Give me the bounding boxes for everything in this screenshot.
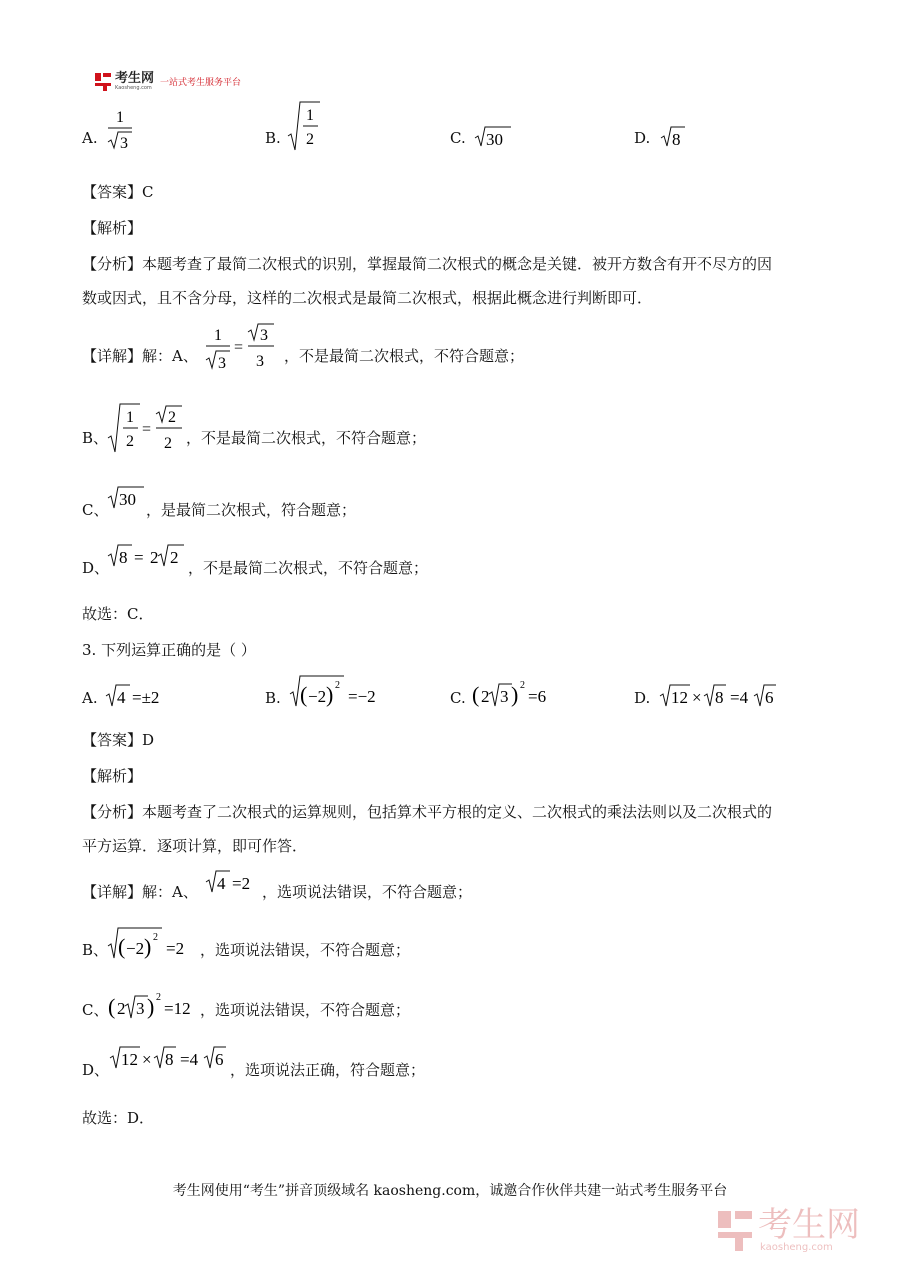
q2-option-b-math <box>286 98 322 154</box>
svg-text:=4: =4 <box>730 688 749 707</box>
svg-text:3: 3 <box>136 999 145 1018</box>
q2-answer-tag: 【答案】 <box>82 183 143 201</box>
q2-detail-d-text: ，不是最简二次根式，不符合题意； <box>188 559 429 577</box>
q2-detail-a-math <box>202 322 282 374</box>
svg-text:1: 1 <box>116 109 124 126</box>
svg-text:): ) <box>326 682 334 707</box>
q2-answer-value: C <box>142 183 154 201</box>
q2-option-a-math <box>104 104 136 154</box>
svg-text:12: 12 <box>671 688 688 707</box>
svg-text:2: 2 <box>117 999 126 1018</box>
svg-text:−2: −2 <box>126 939 145 958</box>
svg-text:4: 4 <box>217 874 226 893</box>
q3-option-c-math <box>472 674 558 710</box>
page-footer: 考生网使用“考生”拼音顶级域名 kaosheng.com，诚邀合作伙伴共建一站式考生服务平台 <box>172 1183 728 1199</box>
svg-text:8: 8 <box>165 1050 174 1069</box>
q3-fenxi-tag: 【分析】 <box>82 803 143 821</box>
svg-text:=6: =6 <box>528 687 547 706</box>
q3-option-b-label: B. <box>265 689 281 707</box>
svg-text:3: 3 <box>500 687 509 706</box>
q3-detail-b-text: ，选项说法错误，不符合题意； <box>200 941 411 959</box>
q3-answer-value: D <box>142 731 155 749</box>
q2-detail-d-math <box>106 542 188 570</box>
svg-text:(: ( <box>108 994 116 1019</box>
logo-slogan: 一站式考生服务平台 <box>160 78 242 88</box>
q3-fenxi-line2: 平方运算．逐项计算，即可作答． <box>82 837 308 855</box>
watermark-text: 考生网 <box>758 1205 860 1245</box>
svg-text:=: = <box>134 548 144 567</box>
q3-detail-b-label: B、 <box>82 941 109 959</box>
svg-text:8: 8 <box>715 688 724 707</box>
svg-text:12: 12 <box>121 1050 138 1069</box>
q3-detail-d-label: D、 <box>82 1061 110 1079</box>
svg-text:2: 2 <box>126 433 134 450</box>
q2-conclusion: 故选：C． <box>82 605 154 623</box>
q3-fenxi-text1: 本题考查了二次根式的运算规则，包括算术平方根的定义、二次根式的乘法法则以及二次根式的 <box>142 803 773 821</box>
q2-detail-c-math <box>106 484 146 512</box>
svg-text:2: 2 <box>481 687 490 706</box>
svg-text:2: 2 <box>153 932 158 943</box>
svg-text:2: 2 <box>170 548 179 567</box>
q3-fenxi-line1 <box>82 802 772 822</box>
svg-text:3: 3 <box>260 327 268 344</box>
svg-text:): ) <box>511 682 519 707</box>
q3-detail-a-math <box>204 868 262 896</box>
q3-detail-d-text: ，选项说法正确，符合题意； <box>230 1061 426 1079</box>
q3-conclusion: 故选：D． <box>82 1109 155 1127</box>
svg-text:2: 2 <box>306 131 314 148</box>
watermark-logo-icon <box>718 1211 752 1251</box>
q3-answer-tag: 【答案】 <box>82 731 143 749</box>
q3-option-b-math <box>288 674 388 710</box>
svg-text:(: ( <box>118 934 126 959</box>
q2-fenxi-line1 <box>82 254 772 274</box>
header-logo <box>95 72 241 91</box>
svg-text:=: = <box>234 339 244 356</box>
q3-option-d-label: D. <box>634 689 651 707</box>
watermark-sub: kaosheng.com <box>760 1242 833 1253</box>
q2-option-d-math <box>659 124 687 150</box>
svg-text:=4: =4 <box>180 1050 199 1069</box>
q3-answer <box>82 730 154 750</box>
q3-detail-a-text: ，选项说法错误，不符合题意； <box>262 883 473 901</box>
svg-text:=2: =2 <box>232 874 251 893</box>
svg-text:8: 8 <box>119 548 128 567</box>
q2-detail-c-text: ，是最简二次根式，符合题意； <box>146 501 357 519</box>
svg-text:8: 8 <box>672 130 681 149</box>
svg-text:=±2: =±2 <box>132 688 160 707</box>
svg-text:1: 1 <box>306 107 314 124</box>
svg-text:2: 2 <box>156 992 161 1003</box>
q2-detail-a-text: ，不是最简二次根式，不符合题意； <box>284 347 525 365</box>
svg-text:=12: =12 <box>164 999 191 1018</box>
q2-detail-b-text: ，不是最简二次根式，不符合题意； <box>186 429 427 447</box>
svg-text:): ) <box>147 994 155 1019</box>
svg-text:6: 6 <box>215 1050 224 1069</box>
q2-detail-d-label: D、 <box>82 559 110 577</box>
watermark <box>718 1205 860 1253</box>
svg-text:30: 30 <box>486 130 503 149</box>
svg-text:4: 4 <box>117 688 126 707</box>
svg-text:30: 30 <box>119 490 136 509</box>
svg-text:3: 3 <box>120 135 128 152</box>
q2-xiangjie-tag: 【详解】 <box>82 347 143 365</box>
svg-text:2: 2 <box>168 409 176 426</box>
q3-detail-d-math <box>108 1044 230 1072</box>
svg-text:×: × <box>142 1050 152 1069</box>
svg-text:(: ( <box>300 682 308 707</box>
logo-sub: Kaosheng.com <box>115 85 152 91</box>
q3-xiangjie-tag: 【详解】 <box>82 883 143 901</box>
q3-option-a-label: A. <box>82 689 98 707</box>
q2-detail-b-math <box>106 400 186 456</box>
svg-text:6: 6 <box>765 688 774 707</box>
q3-xiangjie-prefix: 解：A、 <box>142 883 198 901</box>
svg-text:=: = <box>142 421 152 438</box>
q3-option-a-math <box>104 682 174 710</box>
q2-fenxi-line2: 数或因式，且不含分母，这样的二次根式是最简二次根式，根据此概念进行判断即可． <box>82 289 653 307</box>
q2-fenxi-tag: 【分析】 <box>82 255 143 273</box>
q2-detail-b-label: B、 <box>82 429 109 447</box>
svg-text:×: × <box>692 688 702 707</box>
q2-detail-c-label: C、 <box>82 501 109 519</box>
q2-fenxi-text1: 本题考查了最简二次根式的识别，掌握最简二次根式的概念是关键．被开方数含有开不尽方的因 <box>142 255 773 273</box>
svg-text:3: 3 <box>256 353 264 370</box>
q3-detail-b-math <box>106 926 198 962</box>
svg-text:=2: =2 <box>166 939 185 958</box>
q3-analysis-tag: 【解析】 <box>82 767 143 785</box>
svg-text:1: 1 <box>214 327 222 344</box>
q2-answer <box>82 182 154 202</box>
svg-text:2: 2 <box>520 680 525 691</box>
q3-xiangjie-a <box>82 882 198 902</box>
q2-option-d-label: D. <box>634 129 651 147</box>
q3-detail-c-math <box>108 986 202 1022</box>
svg-text:=−2: =−2 <box>348 687 376 706</box>
q2-option-a-label: A. <box>82 129 98 147</box>
svg-text:2: 2 <box>150 548 159 567</box>
logo-text: 考生网 <box>115 71 155 86</box>
q3-detail-c-text: ，选项说法错误，不符合题意； <box>200 1001 411 1019</box>
svg-text:2: 2 <box>335 680 340 691</box>
svg-text:3: 3 <box>218 355 226 372</box>
q3-stem: 3. 下列运算正确的是（ ） <box>82 641 256 659</box>
kaosheng-logo-icon <box>95 73 111 91</box>
svg-text:): ) <box>144 934 152 959</box>
svg-text:(: ( <box>472 682 480 707</box>
q2-option-b-label: B. <box>265 129 281 147</box>
q2-analysis-tag: 【解析】 <box>82 219 143 237</box>
q3-option-c-label: C. <box>450 689 466 707</box>
q2-option-c-math <box>473 124 513 150</box>
q2-xiangjie-prefix: 解：A、 <box>142 347 198 365</box>
svg-text:−2: −2 <box>308 687 327 706</box>
svg-text:1: 1 <box>126 409 134 426</box>
q2-xiangjie-a <box>82 346 198 366</box>
svg-text:2: 2 <box>164 435 172 452</box>
q3-option-d-math <box>658 682 780 710</box>
q2-option-c-label: C. <box>450 129 466 147</box>
q3-detail-c-label: C、 <box>82 1001 109 1019</box>
